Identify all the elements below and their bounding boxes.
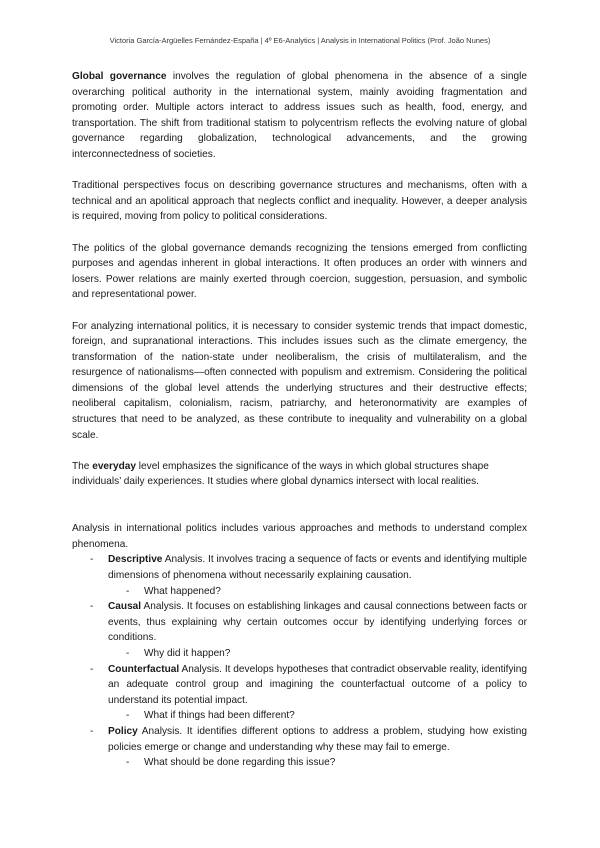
dash-bullet-icon: - [90,601,94,613]
page-header: Victoria García-Argüelles Fernández-España | 4º E6-Analytics | Analysis in International Politics (Prof. João Nunes) [109,36,491,45]
method-question: What if things had been different? [144,710,295,722]
method-description: Analysis. It develops hypotheses that contradict observable reality, identifying an adequate control group and imagining the counterfactual outcome of a policy to understand its potential impact. [108,663,527,706]
list-item-question [108,708,527,724]
sub-list [108,646,527,662]
list-item-question [108,646,527,662]
term-global-governance: Global governance [72,71,167,82]
method-question: Why did it happen? [144,647,231,659]
method-name: Descriptive [108,554,163,566]
paragraph-systemic-trends: For analyzing international politics, it is necessary to consider systemic trends that impact domestic, foreign, and supranational interactions. This includes issues such as the climate emergency, the transformation of the nation-state under neoliberalism, the crisis of multilateralism, and the resurgence of nationalisms—often connected with populism and extremism. Considering the political dimensions of the global level attends the underlying structures and their destructive effects; neoliberal capitalism, colonialism, racism, patriarchy, and heteronormativity are examples of structures that need to be analyzed, as these contribute to inequality and vulnerability on a global scale. [72,320,527,441]
dash-bullet-icon: - [126,710,130,722]
list-item-question [108,584,527,600]
list-item-counterfactual [72,662,527,724]
term-everyday: everyday [92,460,136,472]
method-description: Analysis. It focuses on establishing linkages and causal connections between facts or events, thus explaining why certain outcomes occur by identifying underlying forces or conditions. [108,601,527,644]
dash-bullet-icon: - [90,725,94,737]
document-body [72,69,527,771]
paragraph-text: The [72,460,93,472]
method-name: Counterfactual [108,663,180,675]
blank-line [72,506,527,522]
sub-list [108,584,527,600]
paragraph-analysis-intro: Analysis in international politics includes various approaches and methods to understand complex phenomena. [72,523,527,550]
list-item-descriptive [72,552,527,599]
list-item-question [108,755,527,771]
method-description: Analysis. It identifies different options to address a problem, studying how existing policies emerge or change and understanding why these may fail to emerge. [108,725,527,753]
paragraph-global-governance [72,69,527,163]
method-description: Analysis. It involves tracing a sequence of facts or events and identifying multiple dimensions of phenomena without necessarily explaining causation. [108,554,527,581]
method-name: Policy [108,725,138,737]
dash-bullet-icon: - [126,585,130,597]
dash-bullet-icon: - [90,554,94,566]
list-item-causal [72,599,527,661]
dash-bullet-icon: - [126,757,130,769]
dash-bullet-icon: - [126,647,130,659]
list-item-policy [72,724,527,771]
paragraph-traditional-perspectives: Traditional perspectives focus on describing governance structures and mechanisms, often with a technical and an apolitical approach that neglects conflict and inequality. However, a deeper analysis is required, moving from policy to political considerations. [72,180,527,223]
paragraph-everyday-level [72,459,527,490]
paragraph-text: involves the regulation of global phenomena in the absence of a single overarching political authority in the international system, mainly avoiding fragmentation and promoting order. Multiple actors interact to address issues such as health, food, energy, and transportation. The shift from traditional statism to polycentrism reflects the evolving nature of global governance regarding globalization, technological advancements, and the growing interconnectedness of societies. [72,71,527,160]
paragraph-politics-of-global-governance: The politics of the global governance demands recognizing the tensions emerged from conflicting purposes and agendas inherent in global interactions. It often produces an order with winners and losers. Power relations are mainly exerted through coercion, suggestion, persuasion, and symbolic and representational power. [72,242,527,301]
method-question: What happened? [144,585,221,597]
sub-list [108,708,527,724]
analysis-methods-list [72,552,527,770]
paragraph-text: level emphasizes the significance of the ways in which global structures shape individuals’ daily experiences. It studies where global dynamics intersect with local realities. [72,460,489,488]
method-name: Causal [108,601,142,613]
sub-list [108,755,527,771]
dash-bullet-icon: - [90,663,94,675]
method-question: What should be done regarding this issue? [144,757,336,769]
